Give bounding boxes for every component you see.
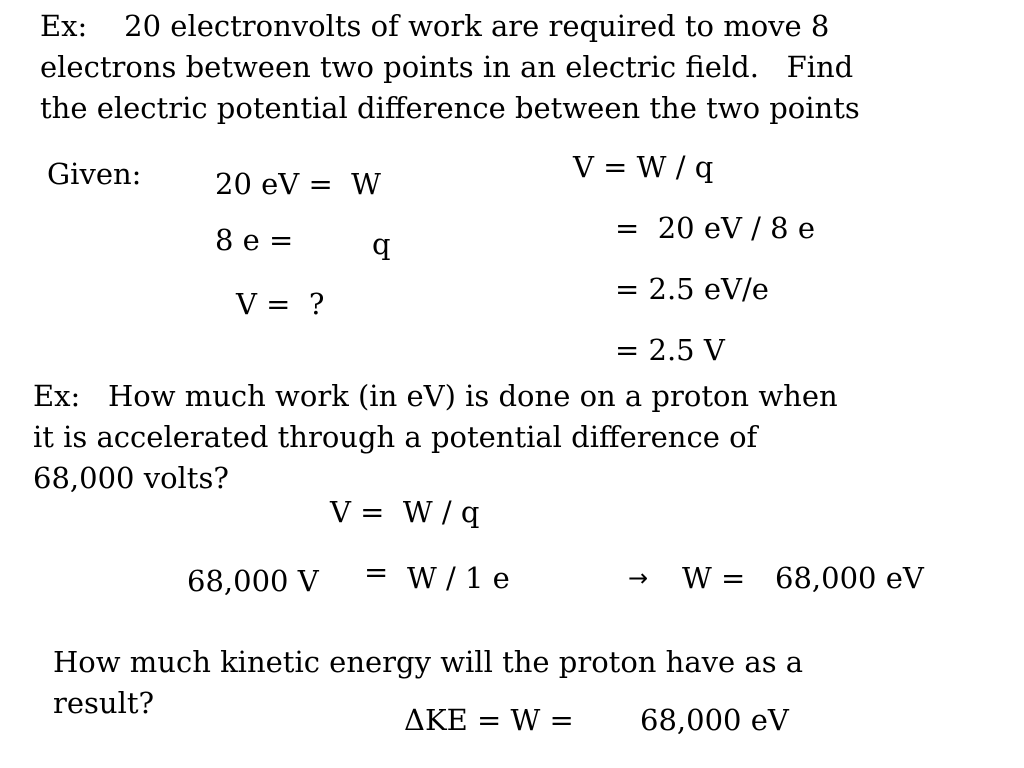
example2-problem-line: Ex: How much work (in eV) is done on a proton when — [33, 379, 838, 413]
question3-line: How much kinetic energy will the proton have as a — [53, 645, 804, 679]
question3-line: result? — [53, 686, 155, 720]
solution-formula: V = W / q — [573, 150, 714, 184]
solution-step2: = 2.5 eV/e — [615, 272, 769, 306]
example2-result-label: W = — [682, 561, 746, 595]
right-arrow-icon: → — [628, 564, 649, 592]
question3-equation: ΔKE = W = — [404, 703, 574, 737]
example2-voltage: 68,000 V — [187, 564, 319, 598]
solution-step3: = 2.5 V — [615, 333, 725, 367]
example2-problem — [33, 376, 838, 499]
given-work: 20 eV = W — [215, 167, 381, 201]
example2-problem-line: 68,000 volts? — [33, 461, 229, 495]
example2-substitution: W / 1 e — [407, 561, 510, 595]
example2-problem-line: it is accelerated through a potential difference of — [33, 420, 758, 454]
example1-problem-line: Ex: 20 electronvolts of work are required to move 8 — [40, 9, 830, 43]
example1-problem — [40, 6, 860, 129]
given-label: Given: — [47, 157, 142, 191]
given-charge-symbol: q — [372, 227, 391, 261]
given-unknown: V = ? — [236, 287, 325, 321]
example2-substitution-equals: = — [364, 555, 389, 589]
example1-problem-line: electrons between two points in an electric field. Find — [40, 50, 854, 84]
question3-answer: 68,000 eV — [640, 703, 789, 737]
example1-problem-line: the electric potential difference between the two points — [40, 91, 860, 125]
given-charge-label: 8 e = — [215, 223, 294, 257]
solution-step1: = 20 eV / 8 e — [615, 211, 815, 245]
example2-result-value: 68,000 eV — [775, 561, 924, 595]
example2-formula: V = W / q — [330, 495, 480, 529]
